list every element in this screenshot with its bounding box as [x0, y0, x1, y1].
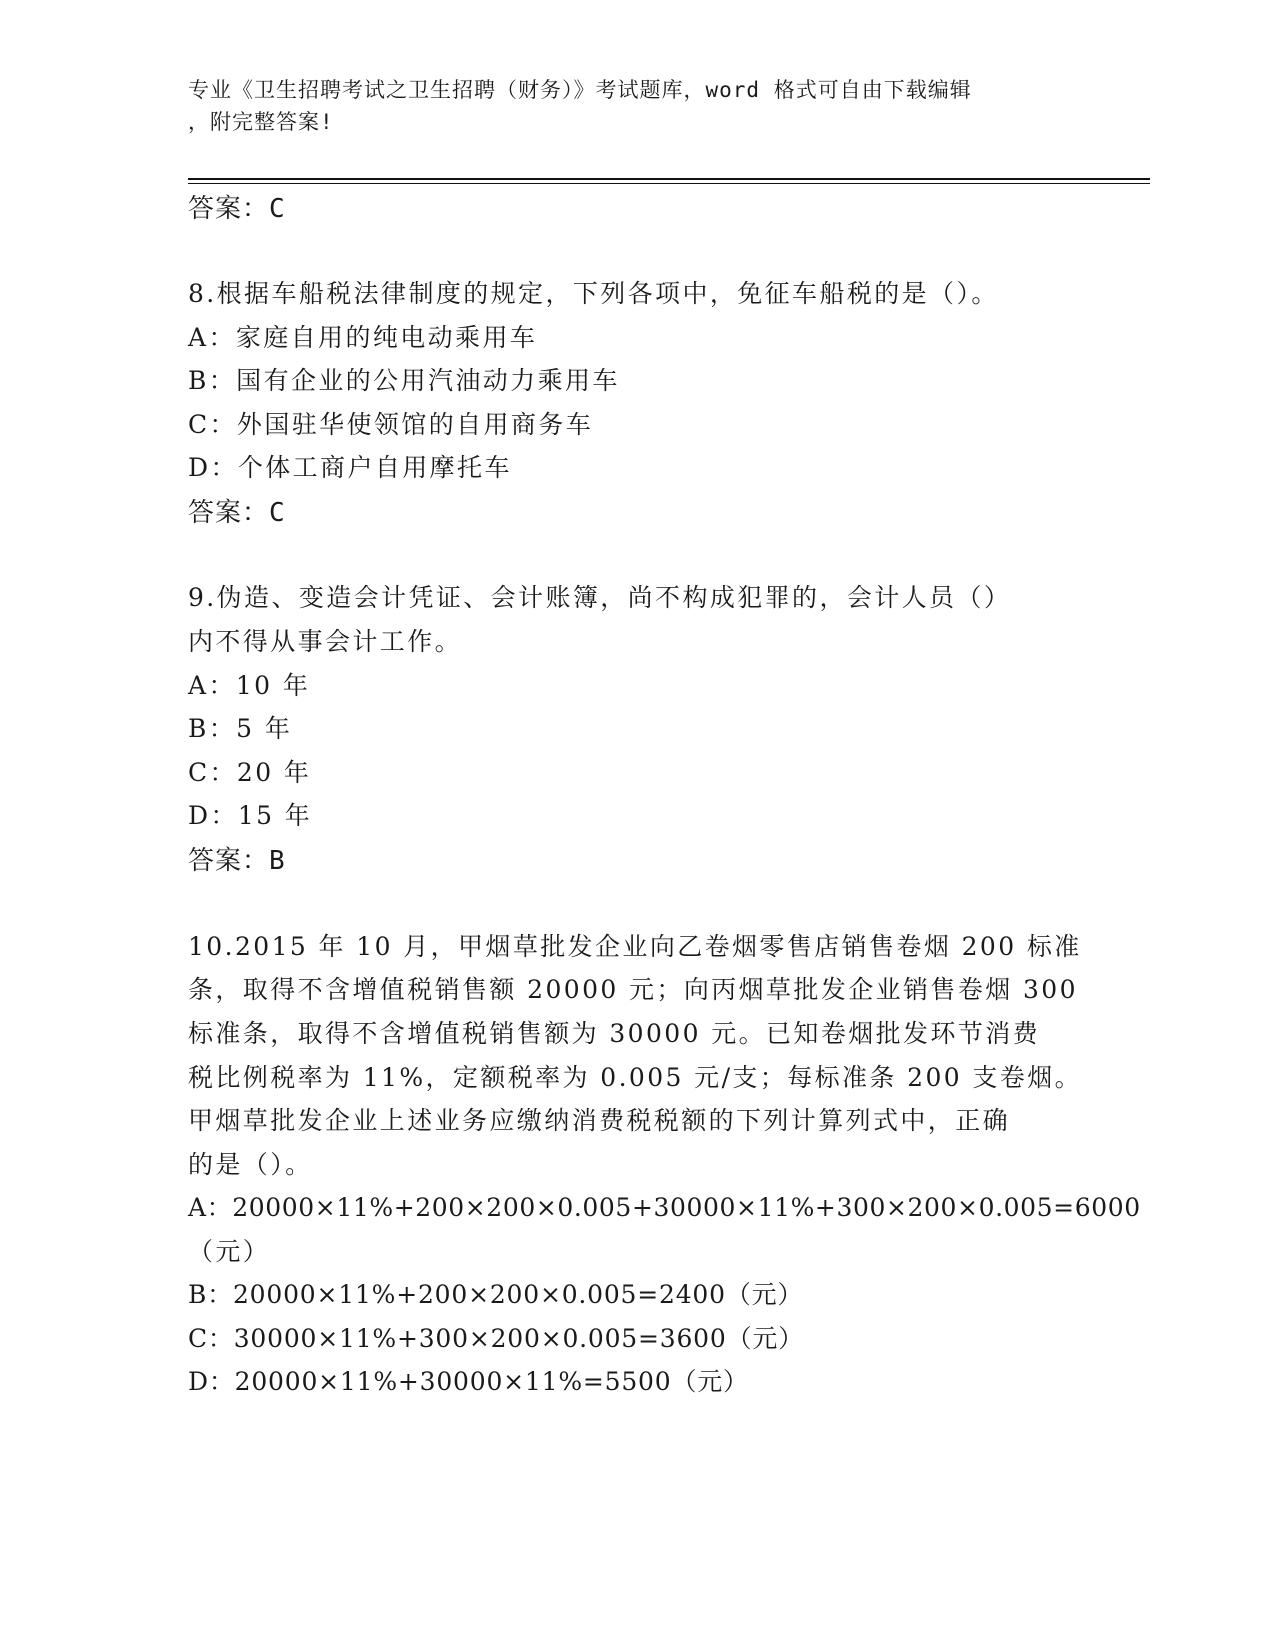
question-9-stem-line-1: 9.伪造、变造会计凭证、会计账簿，尚不构成犯罪的，会计人员（） [188, 583, 1012, 612]
question-10-stem-line-4: 税比例税率为 11%，定额税率为 0.005 元/支；每标准条 200 支卷烟。 [188, 1063, 1083, 1092]
header-rule-thick [188, 178, 1150, 180]
answer-prefix: 答案： [188, 498, 270, 528]
question-10-option-a-continued: （元） [188, 1237, 271, 1266]
answer-line [188, 188, 286, 225]
question-9-option-b: B：5 年 [188, 714, 293, 743]
answer-prefix: 答案： [188, 846, 270, 876]
question-10-option-d: D：20000×11%+30000×11%=5500（元） [188, 1367, 749, 1396]
header-rule-thin [188, 183, 1150, 184]
question-10-stem-line-3: 标准条，取得不含增值税销售额为 30000 元。已知卷烟批发环节消费 [188, 1019, 1041, 1048]
question-9-option-c: C：20 年 [188, 758, 312, 787]
question-8-stem: 8.根据车船税法律制度的规定，下列各项中，免征车船税的是（）。 [188, 279, 999, 308]
question-10-option-b: B：20000×11%+200×200×0.005=2400（元） [188, 1280, 804, 1309]
question-9-stem-line-2: 内不得从事会计工作。 [188, 627, 463, 656]
question-9-option-d: D：15 年 [188, 801, 313, 830]
header-line-2: ，附完整答案! [188, 110, 334, 134]
question-10-stem-line-5: 甲烟草批发企业上述业务应缴纳消费税税额的下列计算列式中，正确 [188, 1106, 1011, 1135]
question-10-stem-line-1: 10.2015 年 10 月，甲烟草批发企业向乙卷烟零售店销售卷烟 200 标准 [188, 932, 1082, 961]
page-header [188, 74, 1068, 138]
answer-value: C [269, 498, 286, 528]
header-line-1: 专业《卫生招聘考试之卫生招聘（财务）》考试题库，word 格式可自由下载编辑 [188, 78, 972, 102]
question-8-option-c: C：外国驻华使领馆的自用商务车 [188, 410, 594, 439]
answer-value: B [269, 846, 286, 876]
question-8-answer [188, 492, 286, 529]
question-10-stem-line-6: 的是（）。 [188, 1150, 313, 1179]
question-10-option-a: A：20000×11%+200×200×0.005+30000×11%+300×200×0.005=6000 [188, 1193, 1141, 1222]
question-8-option-a: A：家庭自用的纯电动乘用车 [188, 323, 538, 352]
question-10-stem-line-2: 条，取得不含增值税销售额 20000 元；向丙烟草批发企业销售卷烟 300 [188, 975, 1078, 1004]
question-8-option-b: B：国有企业的公用汽油动力乘用车 [188, 366, 620, 395]
answer-value: C [269, 194, 286, 224]
answer-prefix: 答案： [188, 194, 270, 224]
question-10-option-c: C：30000×11%+300×200×0.005=3600（元） [188, 1324, 804, 1353]
question-8-option-d: D：个体工商户自用摩托车 [188, 453, 512, 482]
question-9-answer [188, 840, 286, 877]
question-9-option-a: A：10 年 [188, 671, 311, 700]
